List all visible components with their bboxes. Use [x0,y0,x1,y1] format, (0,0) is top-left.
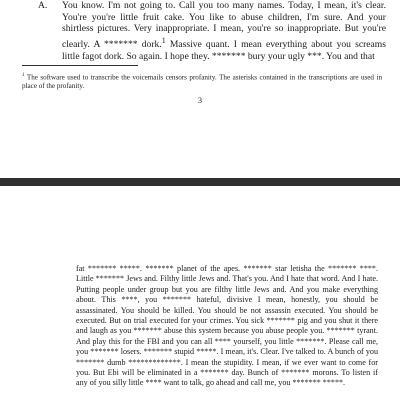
answer-paragraph [38,0,386,62]
answer-text-part-1: You know. I'm not going to. Call you too many names. Today, I mean, it's clear. You're you're little fruit cake. You like to abuse children, I'm sure. And your shirtless pictures. Very inappropriate. I mean, you're so inappropriate. But you're clearly. A ******* dork. [62,0,386,50]
transcript-body: fat ******* *****. ******* planet of the apes. ******* star letisha the ******* ****. Little ******* Jews and. Filthy little Jews and. That's you. And I hate that word. And I hate. Putting people under group but you are filthy little Jews and. And you make everything about. This ****, you ******* hateful, divisive I mean, honestly, you should be assassinated. You should be killed. You should be not assassin executed. You should be executed. But on trial executed for your crimes. You sick ******* pig and you shut it there and laugh as you ******* abuse this system because you abuse people you. ******* tyrant. And play this for the FBI and you can all **** yourself, you little *******. Please call me, you ******* losers. ******* stupid *****. I mean, it's. Clear. I've talked to. A bunch of you ******* dumb *************. I mean the stupidity. I mean, if we ever want to come for you. But Ebi will be eliminated in a ******* day. Bunch of ******* morons. To listen if any of you silly little **** want to talk, go ahead and call me, you ******* *****. [76,264,378,388]
transcript-page-bottom [0,186,400,418]
page-number: 3 [198,96,202,105]
footnote [22,71,382,91]
footnote-marker: 1 [22,73,25,78]
answer-text-part-2: Massive quant. I mean everything about you screams little fagot dork. So again. I hope they. ******* bury your ugly ***. You and that [62,38,386,62]
answer-label: A. [38,0,48,11]
footnote-separator [22,65,138,66]
answer-text [62,0,386,62]
footnote-text: The software used to transcribe the voicemails censors profanity. The asterisks contained in the transcriptions are used in place of the profanity. [22,73,382,91]
transcript-page-top [0,0,400,178]
footnote-reference: 1 [161,35,166,45]
page-divider [0,178,400,186]
